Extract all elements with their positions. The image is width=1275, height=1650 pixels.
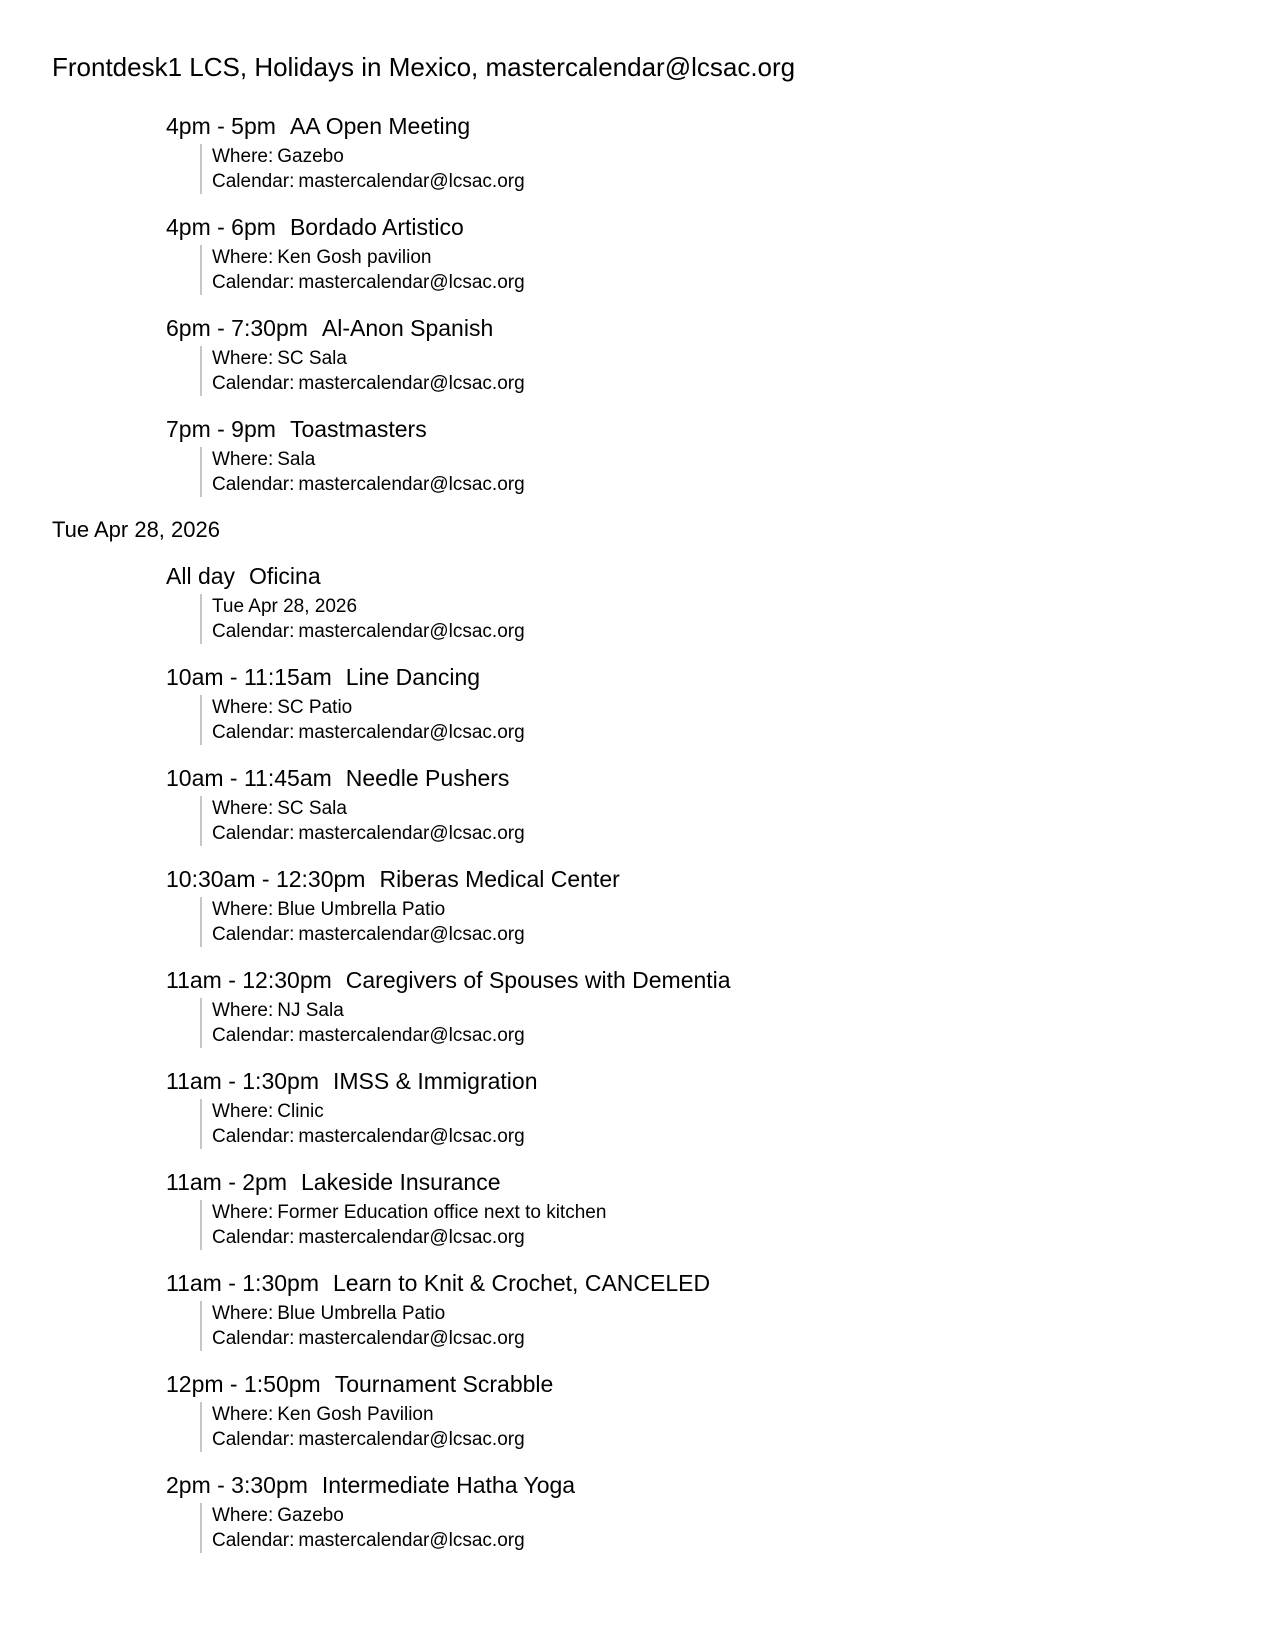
event-where-row xyxy=(212,447,1232,472)
event-header xyxy=(166,967,1232,994)
event-title[interactable]: Caregivers of Spouses with Dementia xyxy=(345,967,731,993)
event-header xyxy=(166,664,1232,691)
agenda-event[interactable] xyxy=(166,1068,1232,1149)
event-header xyxy=(166,1472,1232,1499)
where-label: Where: xyxy=(212,1505,274,1526)
event-location: SC Sala xyxy=(277,348,347,369)
event-calendar-row xyxy=(212,720,1232,745)
calendar-label: Calendar: xyxy=(212,924,295,945)
event-details xyxy=(200,796,1232,846)
event-details xyxy=(200,1200,1232,1250)
calendar-list-title: Frontdesk1 LCS, Holidays in Mexico, mastercalendar@lcsac.org xyxy=(52,52,796,82)
calendar-label: Calendar: xyxy=(212,1227,295,1248)
where-label: Where: xyxy=(212,899,274,920)
event-header xyxy=(166,1270,1232,1297)
event-title[interactable]: Needle Pushers xyxy=(345,765,510,791)
event-details xyxy=(200,447,1232,497)
event-location: Sala xyxy=(277,449,316,470)
event-details xyxy=(200,1301,1232,1351)
event-time: 4pm - 5pm xyxy=(166,113,276,139)
calendar-label: Calendar: xyxy=(212,1530,295,1551)
event-calendar: mastercalendar@lcsac.org xyxy=(298,924,525,945)
event-calendar-row xyxy=(212,1023,1232,1048)
event-calendar-row xyxy=(212,1225,1232,1250)
event-title[interactable]: Riberas Medical Center xyxy=(379,866,620,892)
event-calendar: mastercalendar@lcsac.org xyxy=(298,1126,525,1147)
date-heading: Tue Apr 28, 2026 xyxy=(52,517,220,542)
event-where-row xyxy=(212,695,1232,720)
event-time: 10:30am - 12:30pm xyxy=(166,866,366,892)
event-where-row xyxy=(212,796,1232,821)
where-label: Where: xyxy=(212,449,274,470)
event-where-row xyxy=(212,1200,1232,1225)
where-label: Where: xyxy=(212,1303,274,1324)
event-details xyxy=(200,346,1232,396)
event-where-row xyxy=(212,245,1232,270)
event-where-row xyxy=(212,1402,1232,1427)
agenda-event[interactable] xyxy=(166,765,1232,846)
event-calendar-row xyxy=(212,169,1232,194)
event-title[interactable]: Tournament Scrabble xyxy=(334,1371,554,1397)
where-label: Where: xyxy=(212,798,274,819)
agenda-event[interactable] xyxy=(166,214,1232,295)
where-label: Where: xyxy=(212,697,274,718)
where-label: Where: xyxy=(212,348,274,369)
agenda-event[interactable] xyxy=(166,416,1232,497)
calendar-label: Calendar: xyxy=(212,621,295,642)
event-location: Ken Gosh Pavilion xyxy=(277,1404,434,1425)
agenda-event[interactable] xyxy=(166,967,1232,1048)
calendar-label: Calendar: xyxy=(212,272,295,293)
calendar-label: Calendar: xyxy=(212,823,295,844)
agenda-event[interactable] xyxy=(166,1472,1232,1553)
event-location: Gazebo xyxy=(277,146,344,167)
event-title[interactable]: Oficina xyxy=(249,563,321,589)
event-calendar: mastercalendar@lcsac.org xyxy=(298,1429,525,1450)
where-label: Where: xyxy=(212,146,274,167)
event-time: 11am - 12:30pm xyxy=(166,967,332,993)
event-title[interactable]: Lakeside Insurance xyxy=(301,1169,501,1195)
where-label: Where: xyxy=(212,1101,274,1122)
event-details xyxy=(200,245,1232,295)
event-calendar: mastercalendar@lcsac.org xyxy=(298,1328,525,1349)
event-where-row xyxy=(212,1301,1232,1326)
event-header xyxy=(166,315,1232,342)
where-label: Where: xyxy=(212,247,274,268)
event-header xyxy=(166,866,1232,893)
event-location: Blue Umbrella Patio xyxy=(277,899,446,920)
event-title[interactable]: IMSS & Immigration xyxy=(332,1068,538,1094)
where-label: Where: xyxy=(212,1202,274,1223)
agenda-event[interactable] xyxy=(166,1169,1232,1250)
event-details xyxy=(200,1402,1232,1452)
agenda-event[interactable] xyxy=(166,1371,1232,1452)
event-time: 11am - 1:30pm xyxy=(166,1068,319,1094)
agenda-event[interactable] xyxy=(166,866,1232,947)
calendar-label: Calendar: xyxy=(212,171,295,192)
event-calendar: mastercalendar@lcsac.org xyxy=(298,1025,525,1046)
event-calendar: mastercalendar@lcsac.org xyxy=(298,373,525,394)
event-header xyxy=(166,1068,1232,1095)
agenda-event[interactable] xyxy=(166,664,1232,745)
event-calendar: mastercalendar@lcsac.org xyxy=(298,1530,525,1551)
event-where-row xyxy=(212,1503,1232,1528)
event-calendar-row xyxy=(212,1528,1232,1553)
event-details xyxy=(200,594,1232,644)
event-header xyxy=(166,416,1232,443)
event-calendar: mastercalendar@lcsac.org xyxy=(298,474,525,495)
event-where-row xyxy=(212,346,1232,371)
where-label: Where: xyxy=(212,1404,274,1425)
calendar-label: Calendar: xyxy=(212,1025,295,1046)
agenda-list xyxy=(52,113,1232,1573)
event-location: NJ Sala xyxy=(277,1000,344,1021)
event-calendar-row xyxy=(212,472,1232,497)
event-title[interactable]: Bordado Artistico xyxy=(289,214,464,240)
event-location: Blue Umbrella Patio xyxy=(277,1303,446,1324)
event-header xyxy=(166,1371,1232,1398)
event-where-row xyxy=(212,998,1232,1023)
event-header xyxy=(166,113,1232,140)
event-time: 12pm - 1:50pm xyxy=(166,1371,321,1397)
event-time: 10am - 11:45am xyxy=(166,765,332,791)
event-details xyxy=(200,144,1232,194)
event-location: Ken Gosh pavilion xyxy=(277,247,432,268)
event-date-note: Tue Apr 28, 2026 xyxy=(212,596,358,617)
calendar-label: Calendar: xyxy=(212,1328,295,1349)
event-location: Clinic xyxy=(277,1101,324,1122)
event-calendar: mastercalendar@lcsac.org xyxy=(298,722,525,743)
event-calendar: mastercalendar@lcsac.org xyxy=(298,171,525,192)
event-location: SC Sala xyxy=(277,798,347,819)
event-where-row xyxy=(212,1099,1232,1124)
event-location: SC Patio xyxy=(277,697,353,718)
event-title[interactable]: Intermediate Hatha Yoga xyxy=(321,1472,576,1498)
agenda-event[interactable] xyxy=(166,315,1232,396)
calendar-label: Calendar: xyxy=(212,373,295,394)
agenda-event[interactable] xyxy=(166,113,1232,194)
event-calendar-row xyxy=(212,922,1232,947)
calendar-label: Calendar: xyxy=(212,1126,295,1147)
event-header xyxy=(166,214,1232,241)
event-time: 7pm - 9pm xyxy=(166,416,276,442)
event-title[interactable]: Al-Anon Spanish xyxy=(321,315,494,341)
event-details xyxy=(200,1099,1232,1149)
event-calendar-row xyxy=(212,821,1232,846)
event-time: 6pm - 7:30pm xyxy=(166,315,308,341)
event-calendar-row xyxy=(212,1427,1232,1452)
event-calendar: mastercalendar@lcsac.org xyxy=(298,272,525,293)
where-label: Where: xyxy=(212,1000,274,1021)
calendar-label: Calendar: xyxy=(212,722,295,743)
event-calendar: mastercalendar@lcsac.org xyxy=(298,1227,525,1248)
event-header xyxy=(166,1169,1232,1196)
event-time: 11am - 1:30pm xyxy=(166,1270,319,1296)
event-header xyxy=(166,563,1232,590)
calendar-label: Calendar: xyxy=(212,474,295,495)
event-title[interactable]: AA Open Meeting xyxy=(289,113,471,139)
event-title[interactable]: Toastmasters xyxy=(289,416,427,442)
event-title[interactable]: Learn to Knit & Crochet, CANCELED xyxy=(332,1270,711,1296)
event-location: Former Education office next to kitchen xyxy=(277,1202,607,1223)
agenda-event[interactable] xyxy=(166,1270,1232,1351)
event-time: 10am - 11:15am xyxy=(166,664,332,690)
event-calendar-row xyxy=(212,1326,1232,1351)
event-calendar: mastercalendar@lcsac.org xyxy=(298,621,525,642)
event-calendar-row xyxy=(212,619,1232,644)
event-time: 2pm - 3:30pm xyxy=(166,1472,308,1498)
event-details xyxy=(200,695,1232,745)
event-title[interactable]: Line Dancing xyxy=(345,664,481,690)
event-details xyxy=(200,897,1232,947)
event-location: Gazebo xyxy=(277,1505,344,1526)
event-time: 4pm - 6pm xyxy=(166,214,276,240)
event-calendar-row xyxy=(212,1124,1232,1149)
event-where-row xyxy=(212,144,1232,169)
event-time: 11am - 2pm xyxy=(166,1169,288,1195)
event-details xyxy=(200,1503,1232,1553)
event-header xyxy=(166,765,1232,792)
event-calendar: mastercalendar@lcsac.org xyxy=(298,823,525,844)
event-details xyxy=(200,998,1232,1048)
agenda-event[interactable] xyxy=(166,563,1232,644)
event-where-row xyxy=(212,897,1232,922)
event-calendar-row xyxy=(212,270,1232,295)
calendar-label: Calendar: xyxy=(212,1429,295,1450)
event-time: All day xyxy=(166,563,236,589)
event-calendar-row xyxy=(212,371,1232,396)
